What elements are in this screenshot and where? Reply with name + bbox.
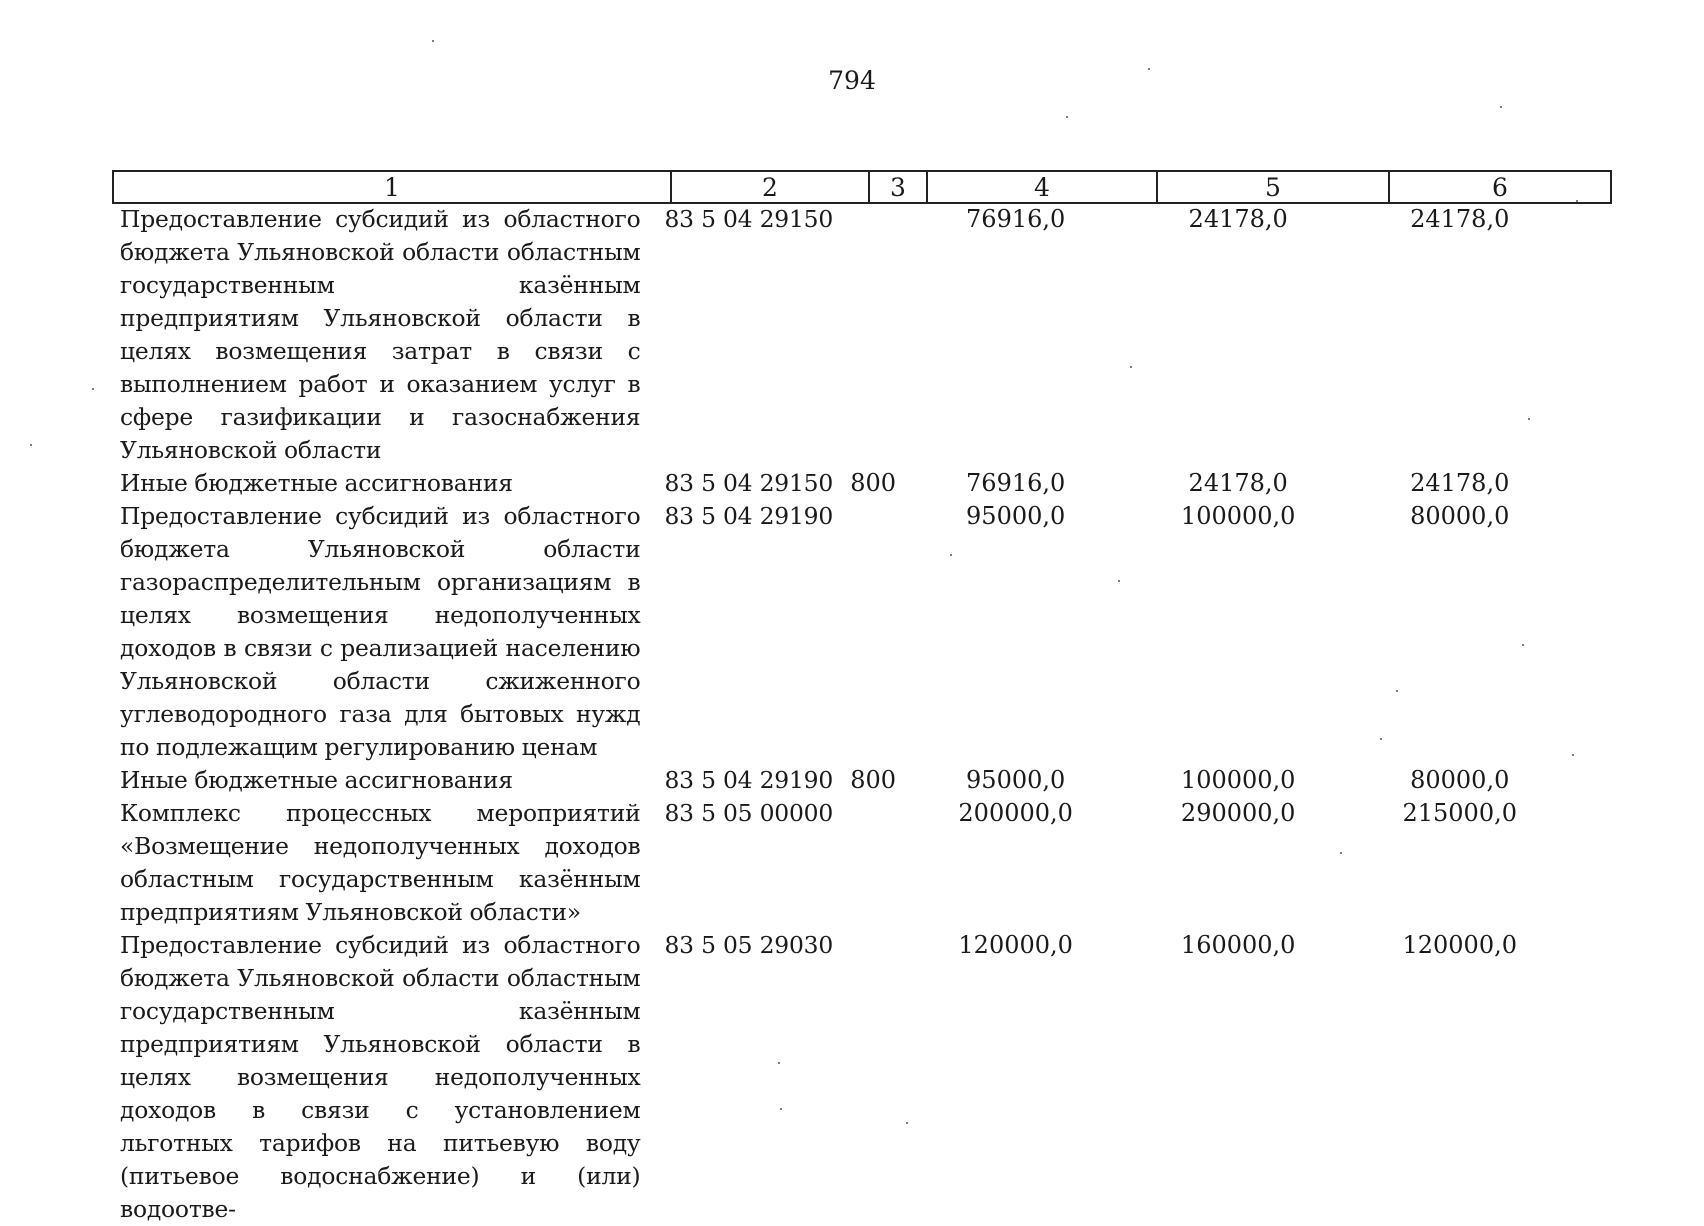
table-row xyxy=(120,500,1570,764)
row-name: Комплекс процессных мероприятий «Возмещение недополученных доходов областным государственным казённым предприятиям Ульяновской области» xyxy=(120,799,641,926)
scan-speck xyxy=(1380,738,1382,740)
row-value-col-5: 160000,0 xyxy=(1180,931,1296,959)
row-value-col-4: 120000,0 xyxy=(958,931,1073,959)
header-col-2: 2 xyxy=(672,172,870,202)
row-value-col-4: 200000,0 xyxy=(958,799,1073,827)
scan-speck xyxy=(30,444,32,446)
table-header xyxy=(112,170,1612,204)
row-value-col-6: 24178,0 xyxy=(1410,469,1510,497)
scan-speck xyxy=(1118,580,1120,582)
table-row xyxy=(120,467,1570,500)
row-value-col-5: 24178,0 xyxy=(1188,469,1288,497)
row-value-col-6: 80000,0 xyxy=(1410,766,1510,794)
scan-speck xyxy=(432,40,434,42)
table-row xyxy=(120,929,1570,1226)
scan-speck xyxy=(1500,106,1502,108)
row-value-col-4: 95000,0 xyxy=(966,502,1066,530)
row-value-col-5: 100000,0 xyxy=(1180,766,1296,794)
scan-speck xyxy=(950,554,952,556)
scan-speck xyxy=(1396,690,1398,692)
row-value-col-4: 76916,0 xyxy=(966,469,1066,497)
row-name: Предоставление субсидий из областного бюджета Ульяновской области областным государственным казённым предприятиям Ульяновской области в целях возмещения недополученных доходов в связи с установлением льготных тарифов на питьевую воду (питьевое водоснабжение) и (или) водоотве- xyxy=(120,931,641,1223)
scan-speck xyxy=(778,1062,780,1064)
scan-speck xyxy=(1522,644,1524,646)
row-value-col-6: 24178,0 xyxy=(1410,205,1510,233)
row-name: Иные бюджетные ассигнования xyxy=(120,469,513,497)
row-code: 83 5 04 29150 xyxy=(664,469,834,497)
table-row xyxy=(120,797,1570,929)
header-col-6: 6 xyxy=(1492,173,1508,202)
scan-speck xyxy=(780,1108,782,1110)
table-body xyxy=(120,203,1570,1226)
row-code: 83 5 04 29190 xyxy=(664,502,834,530)
table-row xyxy=(120,203,1570,467)
row-expense-type: 800 xyxy=(850,469,897,497)
scan-speck xyxy=(1340,852,1342,854)
row-value-col-6: 120000,0 xyxy=(1402,931,1517,959)
row-value-col-4: 76916,0 xyxy=(966,205,1066,233)
row-code: 83 5 05 00000 xyxy=(664,799,834,827)
header-col-4: 4 xyxy=(928,172,1158,202)
row-value-col-5: 24178,0 xyxy=(1188,205,1288,233)
table-row xyxy=(120,764,1570,797)
scan-speck xyxy=(1130,366,1132,368)
header-col-1: 1 xyxy=(114,172,672,202)
header-col-3: 3 xyxy=(870,172,928,202)
scan-speck xyxy=(1528,418,1530,420)
row-code: 83 5 05 29030 xyxy=(664,931,834,959)
row-name: Предоставление субсидий из областного бюджета Ульяновской области областным государственным казённым предприятиям Ульяновской области в целях возмещения затрат в связи с выполнением работ и оказанием услуг в сфере газификации и газоснабжения Ульяновской области xyxy=(120,205,641,464)
scan-speck xyxy=(906,1122,908,1124)
row-value-col-5: 100000,0 xyxy=(1180,502,1296,530)
row-value-col-6: 80000,0 xyxy=(1410,502,1510,530)
row-value-col-5: 290000,0 xyxy=(1180,799,1296,827)
row-name: Иные бюджетные ассигнования xyxy=(120,766,513,794)
row-code: 83 5 04 29150 xyxy=(664,205,834,233)
header-col-5: 5 xyxy=(1158,172,1390,202)
row-value-col-4: 95000,0 xyxy=(966,766,1066,794)
scan-speck xyxy=(1576,200,1578,202)
row-name: Предоставление субсидий из областного бюджета Ульяновской области газораспределительным организациям в целях возмещения недополученных доходов в связи с реализацией населению Ульяновской области сжиженного углеводородного газа для бытовых нужд по подлежащим регулированию ценам xyxy=(120,502,641,761)
page-number: 794 xyxy=(828,66,876,95)
row-value-col-6: 215000,0 xyxy=(1402,799,1517,827)
scan-speck xyxy=(92,388,94,390)
scan-speck xyxy=(1572,754,1574,756)
row-expense-type: 800 xyxy=(850,766,897,794)
scan-speck xyxy=(1148,68,1150,70)
scan-speck xyxy=(1066,116,1068,118)
row-code: 83 5 04 29190 xyxy=(664,766,834,794)
